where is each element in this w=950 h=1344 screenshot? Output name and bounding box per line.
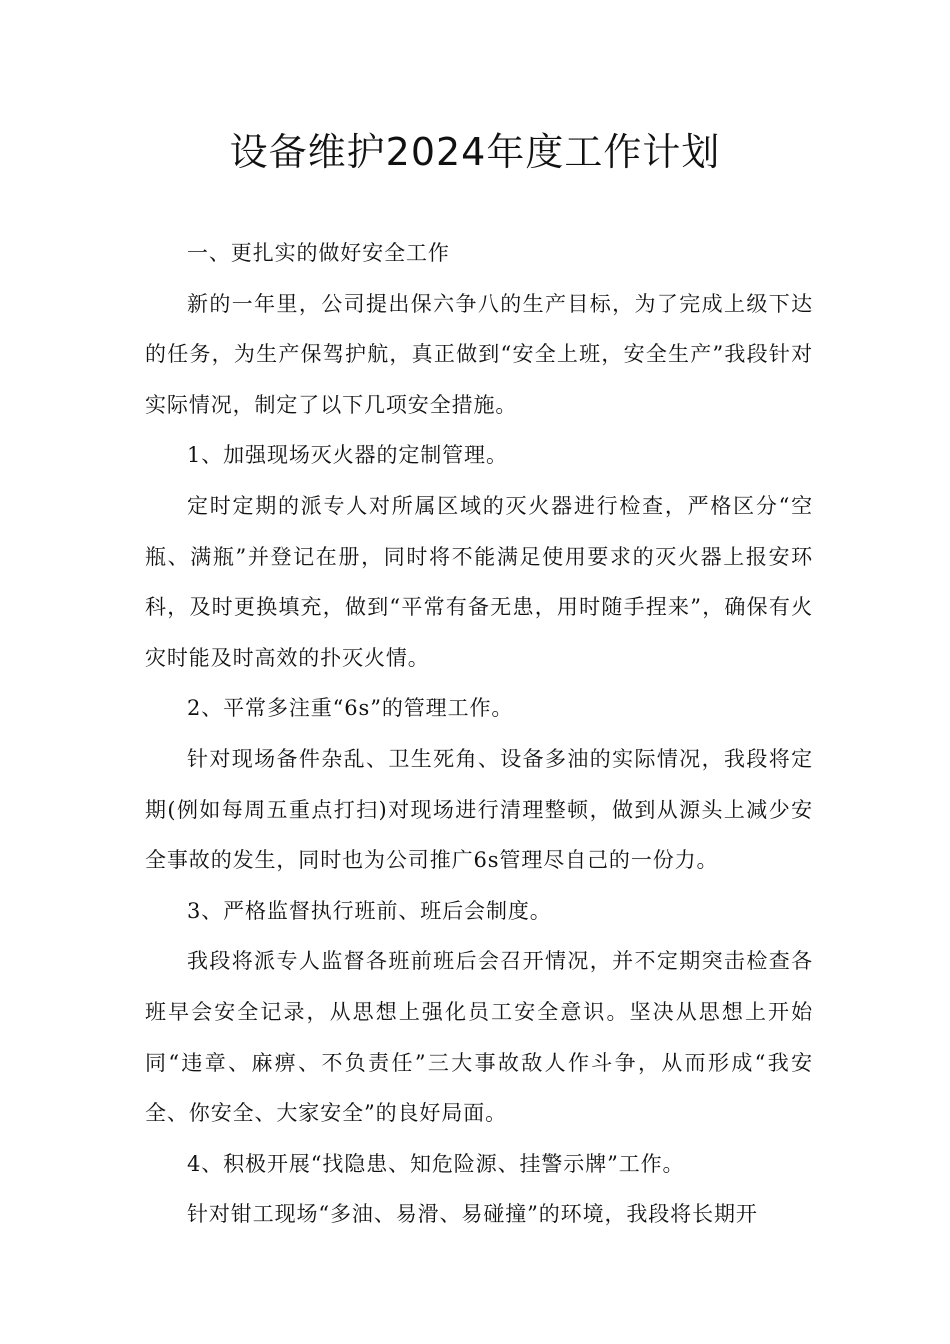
item-heading-shift-meetings: 3、严格监督执行班前、班后会制度。 [187, 898, 552, 923]
item-heading-6s: 2、平常多注重“6s”的管理工作。 [187, 696, 514, 721]
paragraph-shift-meetings: 我段将派专人监督各班前班后会召开情况，并不定期突击检查各班早会安全记录，从思想上强化员工安全意识。坚决从思想上开始同“违章、麻痹、不负责任”三大事故敌人作斗争，从而形成“我安全、你安全、大家安全”的良好局面。 [145, 949, 813, 1126]
document-body [145, 228, 813, 1240]
section-heading-safety: 一、更扎实的做好安全工作 [187, 241, 450, 265]
paragraph-6s: 针对现场备件杂乱、卫生死角、设备多油的实际情况，我段将定期(例如每周五重点打扫)对现场进行清理整顿，做到从源头上减少安全事故的发生，同时也为公司推广6s管理尽自己的一份力。 [145, 746, 813, 873]
paragraph-intro: 新的一年里，公司提出保六争八的生产目标，为了完成上级下达的任务，为生产保驾护航，真正做到“安全上班，安全生产”我段针对实际情况，制定了以下几项安全措施。 [145, 291, 813, 417]
document-title: 设备维护2024年度工作计划 [229, 130, 721, 174]
paragraph-hazards: 针对钳工现场“多油、易滑、易碰撞”的环境，我段将长期开 [187, 1202, 758, 1227]
item-heading-fire-extinguisher: 1、加强现场灭火器的定制管理。 [187, 443, 508, 468]
paragraph-fire-extinguisher: 定时定期的派专人对所属区域的灭火器进行检查，严格区分“空瓶、满瓶”并登记在册，同时将不能满足使用要求的灭火器上报安环科，及时更换填充，做到“平常有备无患，用时随手捏来”，确保有火灾时能及时高效的扑灭火情。 [145, 493, 813, 670]
item-heading-hazards: 4、积极开展“找隐患、知危险源、挂警示牌”工作。 [187, 1151, 685, 1176]
